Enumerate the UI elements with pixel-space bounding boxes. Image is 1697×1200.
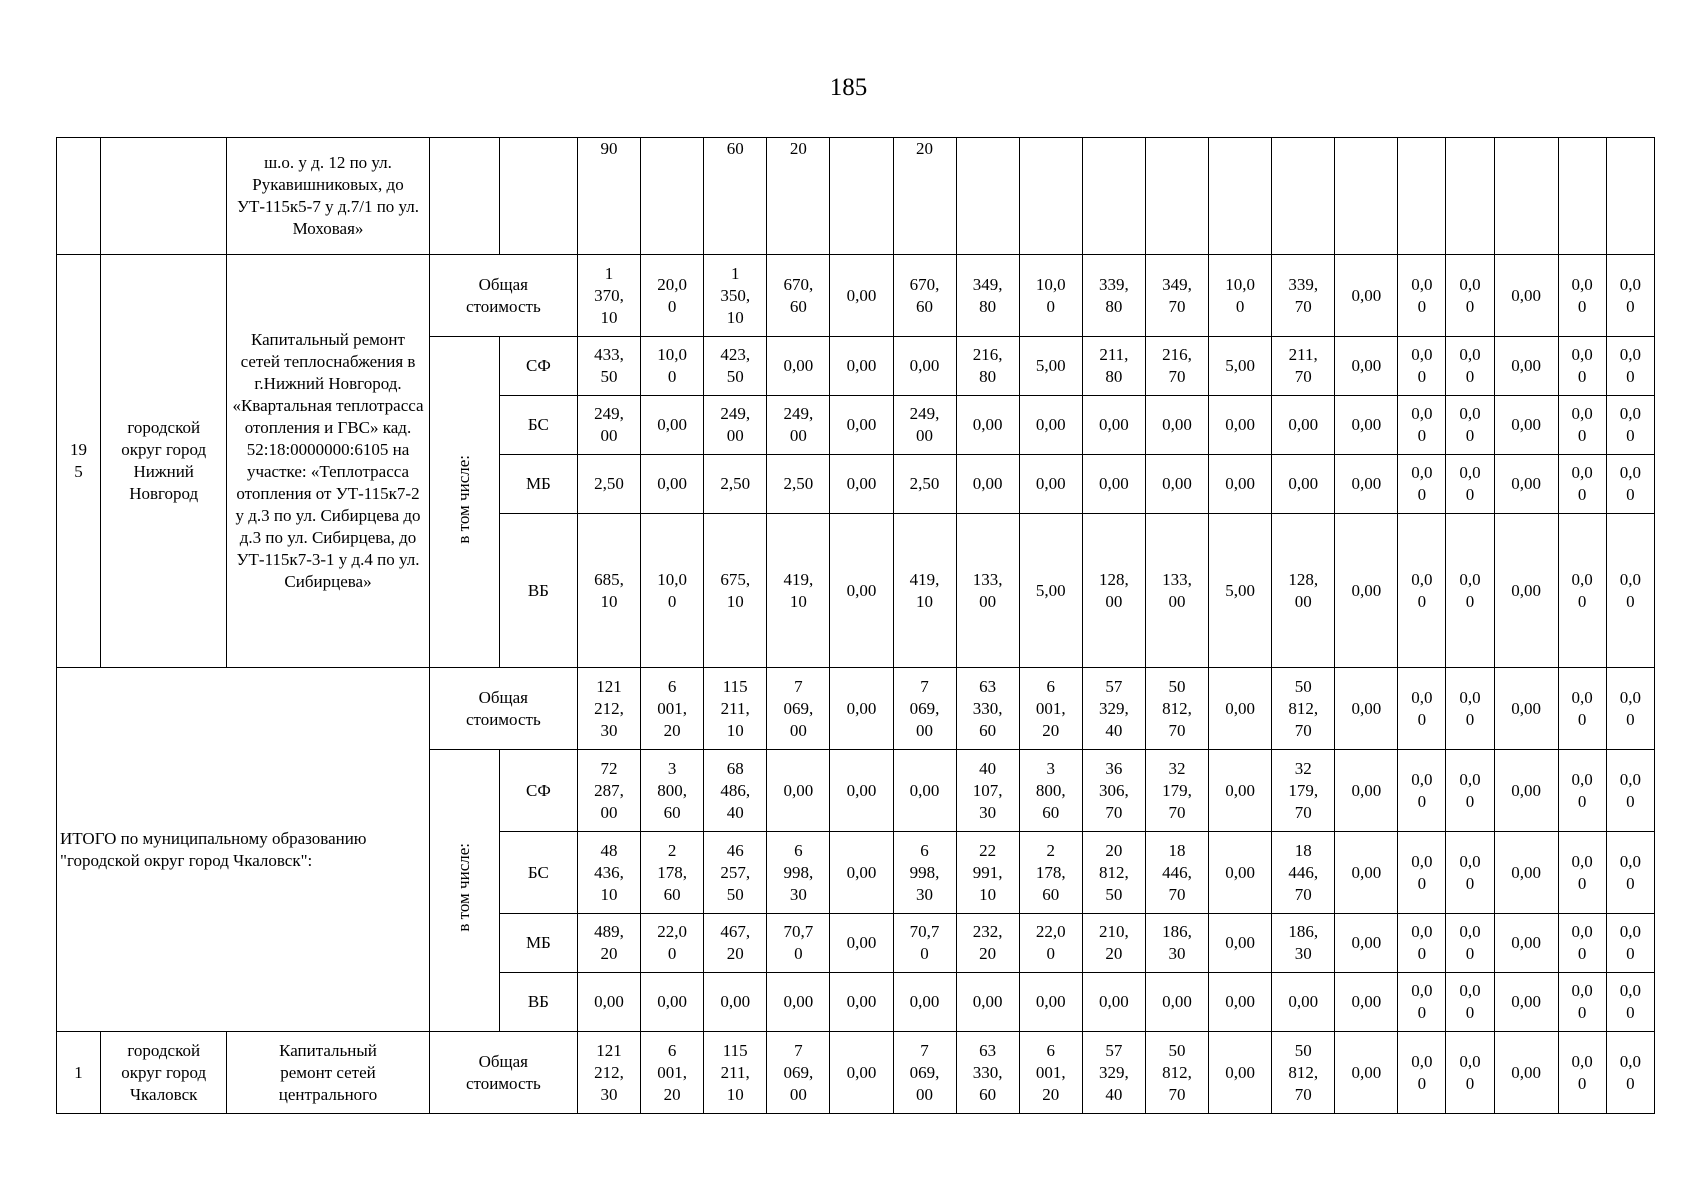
value-cell: 0,00	[830, 750, 893, 832]
value-cell: 20	[893, 138, 956, 255]
value-cell: 0,0 0	[1606, 255, 1654, 337]
value-cell: 0,0 0	[1606, 832, 1654, 914]
incl-label-cell-text: в том числе:	[454, 843, 474, 932]
value-cell: 50 812, 70	[1145, 668, 1208, 750]
value-cell: 6 998, 30	[893, 832, 956, 914]
value-cell: 90	[577, 138, 640, 255]
value-cell: 70,7 0	[893, 914, 956, 973]
value-cell: 0,00	[1209, 750, 1272, 832]
value-cell: 0,0 0	[1398, 973, 1446, 1032]
value-cell: 0,0 0	[1558, 914, 1606, 973]
value-cell: 0,0 0	[1446, 396, 1494, 455]
value-cell: 0,0 0	[1606, 337, 1654, 396]
value-cell: 7 069, 00	[893, 668, 956, 750]
value-cell: 232, 20	[956, 914, 1019, 973]
value-cell: 72 287, 00	[577, 750, 640, 832]
value-cell: 0,0 0	[1398, 750, 1446, 832]
source-label-cell: МБ	[499, 914, 577, 973]
table-row-continuation	[57, 138, 1655, 255]
district-cell: городской округ город Нижний Новгород	[101, 255, 227, 668]
value-cell: 349, 80	[956, 255, 1019, 337]
value-cell: 0,00	[641, 455, 704, 514]
value-cell: 0,00	[1209, 668, 1272, 750]
value-cell: 0,00	[830, 514, 893, 668]
value-cell: 670, 60	[767, 255, 830, 337]
value-cell: 0,00	[1335, 1032, 1398, 1114]
value-cell: 0,00	[830, 396, 893, 455]
value-cell: 0,00	[1494, 514, 1558, 668]
value-cell: 0,00	[1335, 914, 1398, 973]
source-label-cell: СФ	[499, 337, 577, 396]
value-cell: 46 257, 50	[704, 832, 767, 914]
value-cell	[1606, 138, 1654, 255]
value-cell: 68 486, 40	[704, 750, 767, 832]
value-cell: 6 998, 30	[767, 832, 830, 914]
value-cell: 0,00	[830, 914, 893, 973]
value-cell: 0,00	[1335, 973, 1398, 1032]
value-cell	[1082, 138, 1145, 255]
value-cell: 0,00	[1019, 973, 1082, 1032]
source-label-cell: БС	[499, 832, 577, 914]
value-cell: 0,0 0	[1446, 455, 1494, 514]
value-cell: 0,0 0	[1606, 914, 1654, 973]
row-number-cell: 19 5	[57, 255, 101, 668]
value-cell: 0,00	[1494, 750, 1558, 832]
value-cell: 0,00	[1209, 973, 1272, 1032]
value-cell: 0,0 0	[1446, 255, 1494, 337]
incl-label-cell	[429, 337, 499, 668]
value-cell: 40 107, 30	[956, 750, 1019, 832]
value-cell: 0,00	[1209, 914, 1272, 973]
value-cell: 0,00	[1335, 668, 1398, 750]
value-cell: 339, 80	[1082, 255, 1145, 337]
value-cell: 0,00	[1494, 396, 1558, 455]
value-cell: 22,0 0	[1019, 914, 1082, 973]
value-cell: 50 812, 70	[1272, 1032, 1335, 1114]
table-row-itogo-total	[57, 668, 1655, 750]
value-cell: 0,00	[830, 668, 893, 750]
source-label-cell: ВБ	[499, 514, 577, 668]
value-cell: 2,50	[577, 455, 640, 514]
value-cell: 6 001, 20	[641, 1032, 704, 1114]
value-cell: 2,50	[893, 455, 956, 514]
value-cell: 7 069, 00	[767, 668, 830, 750]
value-cell	[1272, 138, 1335, 255]
total-cost-label: Общая стоимость	[429, 255, 577, 337]
value-cell: 0,00	[1335, 396, 1398, 455]
incl-label-cell-text: в том числе:	[454, 454, 474, 544]
value-cell: 685, 10	[577, 514, 640, 668]
value-cell: 0,0 0	[1558, 832, 1606, 914]
value-cell: 0,0 0	[1558, 1032, 1606, 1114]
value-cell: 0,00	[1494, 973, 1558, 1032]
value-cell: 18 446, 70	[1272, 832, 1335, 914]
value-cell: 0,00	[1082, 455, 1145, 514]
value-cell: 0,0 0	[1446, 337, 1494, 396]
table-row-195-total	[57, 255, 1655, 337]
value-cell: 0,00	[1209, 455, 1272, 514]
source-cell	[499, 138, 577, 255]
value-cell: 0,0 0	[1398, 455, 1446, 514]
value-cell: 0,0 0	[1558, 514, 1606, 668]
value-cell: 249, 00	[577, 396, 640, 455]
value-cell: 20 812, 50	[1082, 832, 1145, 914]
value-cell	[830, 138, 893, 255]
value-cell: 0,00	[767, 973, 830, 1032]
page-number: 185	[829, 74, 868, 101]
value-cell: 0,0 0	[1446, 1032, 1494, 1114]
value-cell: 0,00	[577, 973, 640, 1032]
value-cell: 128, 00	[1272, 514, 1335, 668]
value-cell: 48 436, 10	[577, 832, 640, 914]
value-cell: 0,00	[1335, 337, 1398, 396]
value-cell: 133, 00	[1145, 514, 1208, 668]
value-cell: 0,00	[893, 337, 956, 396]
value-cell: 0,00	[1494, 914, 1558, 973]
value-cell: 339, 70	[1272, 255, 1335, 337]
value-cell: 0,00	[956, 396, 1019, 455]
value-cell	[1446, 138, 1494, 255]
row-number-cell: 1	[57, 1032, 101, 1114]
value-cell: 0,00	[1335, 455, 1398, 514]
source-label-cell: СФ	[499, 750, 577, 832]
value-cell: 36 306, 70	[1082, 750, 1145, 832]
value-cell: 6 001, 20	[1019, 668, 1082, 750]
itogo-label-cell: ИТОГО по муниципальному образованию "городской округ город Чкаловск":	[57, 668, 430, 1032]
value-cell: 0,00	[830, 337, 893, 396]
value-cell: 57 329, 40	[1082, 668, 1145, 750]
value-cell: 0,0 0	[1606, 396, 1654, 455]
value-cell: 70,7 0	[767, 914, 830, 973]
value-cell: 0,00	[704, 973, 767, 1032]
source-label-cell: ВБ	[499, 973, 577, 1032]
value-cell: 0,00	[1335, 832, 1398, 914]
value-cell: 63 330, 60	[956, 1032, 1019, 1114]
value-cell: 0,00	[830, 255, 893, 337]
value-cell: 349, 70	[1145, 255, 1208, 337]
value-cell: 0,0 0	[1398, 396, 1446, 455]
value-cell	[641, 138, 704, 255]
value-cell: 419, 10	[893, 514, 956, 668]
value-cell: 115 211, 10	[704, 668, 767, 750]
incl-label-cell	[429, 750, 499, 1032]
value-cell: 60	[704, 138, 767, 255]
value-cell: 0,0 0	[1606, 750, 1654, 832]
value-cell: 249, 00	[893, 396, 956, 455]
value-cell: 20	[767, 138, 830, 255]
value-cell: 128, 00	[1082, 514, 1145, 668]
value-cell: 0,00	[641, 396, 704, 455]
value-cell: 57 329, 40	[1082, 1032, 1145, 1114]
value-cell: 7 069, 00	[893, 1032, 956, 1114]
value-cell: 0,0 0	[1398, 255, 1446, 337]
value-cell: 10,0 0	[641, 514, 704, 668]
value-cell: 5,00	[1019, 337, 1082, 396]
value-cell	[1209, 138, 1272, 255]
value-cell: 0,0 0	[1606, 1032, 1654, 1114]
value-cell: 0,00	[1272, 973, 1335, 1032]
value-cell: 32 179, 70	[1145, 750, 1208, 832]
value-cell: 0,00	[1494, 255, 1558, 337]
value-cell: 32 179, 70	[1272, 750, 1335, 832]
value-cell: 0,00	[1082, 396, 1145, 455]
value-cell: 0,00	[893, 750, 956, 832]
value-cell: 0,00	[1209, 1032, 1272, 1114]
value-cell: 7 069, 00	[767, 1032, 830, 1114]
value-cell: 0,0 0	[1558, 455, 1606, 514]
value-cell: 186, 30	[1145, 914, 1208, 973]
value-cell: 0,0 0	[1398, 1032, 1446, 1114]
value-cell: 0,0 0	[1558, 973, 1606, 1032]
value-cell: 0,00	[956, 973, 1019, 1032]
value-cell: 675, 10	[704, 514, 767, 668]
value-cell: 0,0 0	[1398, 337, 1446, 396]
value-cell: 186, 30	[1272, 914, 1335, 973]
value-cell: 0,00	[1335, 255, 1398, 337]
source-label-cell: МБ	[499, 455, 577, 514]
value-cell: 0,0 0	[1446, 832, 1494, 914]
capital-repair-table	[56, 137, 1655, 1114]
value-cell: 0,0 0	[1398, 832, 1446, 914]
value-cell: 18 446, 70	[1145, 832, 1208, 914]
value-cell: 0,00	[1019, 455, 1082, 514]
value-cell: 0,00	[1145, 396, 1208, 455]
value-cell: 1 350, 10	[704, 255, 767, 337]
value-cell: 0,00	[893, 973, 956, 1032]
value-cell: 0,00	[1494, 455, 1558, 514]
value-cell: 5,00	[1209, 337, 1272, 396]
value-cell: 0,0 0	[1558, 668, 1606, 750]
value-cell: 0,0 0	[1606, 455, 1654, 514]
value-cell: 423, 50	[704, 337, 767, 396]
district-cell	[101, 138, 227, 255]
value-cell: 216, 80	[956, 337, 1019, 396]
value-cell: 0,00	[830, 1032, 893, 1114]
description-cell: ш.о. у д. 12 по ул. Рукавишниковых, до УТ-115к5-7 у д.7/1 по ул. Моховая»	[227, 138, 429, 255]
value-cell: 115 211, 10	[704, 1032, 767, 1114]
value-cell: 0,00	[1082, 973, 1145, 1032]
value-cell: 2,50	[767, 455, 830, 514]
value-cell: 0,0 0	[1446, 914, 1494, 973]
value-cell: 0,0 0	[1398, 668, 1446, 750]
district-cell: городской округ город Чкаловск	[101, 1032, 227, 1114]
value-cell: 5,00	[1019, 514, 1082, 668]
value-cell: 0,00	[1494, 832, 1558, 914]
value-cell: 2,50	[704, 455, 767, 514]
value-cell: 0,00	[830, 973, 893, 1032]
value-cell: 0,00	[1494, 668, 1558, 750]
value-cell: 10,0 0	[1209, 255, 1272, 337]
value-cell: 0,00	[1145, 973, 1208, 1032]
table-row-1	[57, 1032, 1655, 1114]
value-cell: 249, 00	[704, 396, 767, 455]
value-cell: 0,00	[1494, 337, 1558, 396]
value-cell: 489, 20	[577, 914, 640, 973]
value-cell: 6 001, 20	[1019, 1032, 1082, 1114]
value-cell: 0,00	[830, 832, 893, 914]
value-cell: 0,0 0	[1446, 514, 1494, 668]
value-cell: 2 178, 60	[1019, 832, 1082, 914]
value-cell: 0,00	[1019, 396, 1082, 455]
value-cell	[1145, 138, 1208, 255]
value-cell: 0,00	[767, 750, 830, 832]
value-cell: 0,00	[1209, 396, 1272, 455]
value-cell: 0,0 0	[1606, 973, 1654, 1032]
value-cell: 121 212, 30	[577, 668, 640, 750]
value-cell: 3 800, 60	[641, 750, 704, 832]
value-cell: 211, 80	[1082, 337, 1145, 396]
value-cell: 0,00	[641, 973, 704, 1032]
value-cell: 1 370, 10	[577, 255, 640, 337]
total-cost-label: Общая стоимость	[429, 1032, 577, 1114]
value-cell: 5,00	[1209, 514, 1272, 668]
value-cell: 10,0 0	[641, 337, 704, 396]
value-cell: 0,0 0	[1606, 514, 1654, 668]
source-label-cell: БС	[499, 396, 577, 455]
value-cell	[1558, 138, 1606, 255]
value-cell: 0,0 0	[1558, 337, 1606, 396]
value-cell: 50 812, 70	[1272, 668, 1335, 750]
value-cell: 0,00	[1272, 455, 1335, 514]
value-cell: 20,0 0	[641, 255, 704, 337]
value-cell: 6 001, 20	[641, 668, 704, 750]
value-cell: 0,00	[1145, 455, 1208, 514]
value-cell: 419, 10	[767, 514, 830, 668]
value-cell: 50 812, 70	[1145, 1032, 1208, 1114]
value-cell	[1335, 138, 1398, 255]
value-cell: 0,0 0	[1446, 668, 1494, 750]
total-cost-label: Общая стоимость	[429, 668, 577, 750]
value-cell: 0,0 0	[1558, 396, 1606, 455]
value-cell: 467, 20	[704, 914, 767, 973]
value-cell: 670, 60	[893, 255, 956, 337]
description-cell: Капитальный ремонт сетей теплоснабжения в г.Нижний Новгород. «Квартальная теплотрасса отопления и ГВС» кад. 52:18:0000000:6105 на участке: «Теплотрасса отопления от УТ-115к7-2 у д.3 по ул. Сибирцева до д.3 по ул. Сибирцева, до УТ-115к7-3-1 у д.4 по ул. Сибирцева»	[227, 255, 429, 668]
value-cell: 0,0 0	[1558, 255, 1606, 337]
value-cell: 0,0 0	[1398, 514, 1446, 668]
description-cell: Капитальный ремонт сетей центрального	[227, 1032, 429, 1114]
value-cell: 133, 00	[956, 514, 1019, 668]
value-cell: 3 800, 60	[1019, 750, 1082, 832]
value-cell: 0,0 0	[1606, 668, 1654, 750]
value-cell: 22 991, 10	[956, 832, 1019, 914]
value-cell: 210, 20	[1082, 914, 1145, 973]
value-cell	[1494, 138, 1558, 255]
value-cell: 0,00	[1335, 514, 1398, 668]
value-cell: 0,0 0	[1446, 750, 1494, 832]
value-cell: 121 212, 30	[577, 1032, 640, 1114]
value-cell: 0,00	[1335, 750, 1398, 832]
value-cell: 216, 70	[1145, 337, 1208, 396]
cost-label-cell	[429, 138, 499, 255]
row-number-cell	[57, 138, 101, 255]
value-cell: 211, 70	[1272, 337, 1335, 396]
value-cell: 0,0 0	[1446, 973, 1494, 1032]
value-cell	[1019, 138, 1082, 255]
value-cell	[1398, 138, 1446, 255]
value-cell: 0,00	[1494, 1032, 1558, 1114]
value-cell: 0,00	[830, 455, 893, 514]
value-cell: 0,00	[767, 337, 830, 396]
value-cell: 0,00	[956, 455, 1019, 514]
value-cell: 0,00	[1209, 832, 1272, 914]
value-cell: 22,0 0	[641, 914, 704, 973]
value-cell: 249, 00	[767, 396, 830, 455]
value-cell: 0,0 0	[1398, 914, 1446, 973]
value-cell	[956, 138, 1019, 255]
value-cell: 433, 50	[577, 337, 640, 396]
value-cell: 0,0 0	[1558, 750, 1606, 832]
value-cell: 10,0 0	[1019, 255, 1082, 337]
value-cell: 0,00	[1272, 396, 1335, 455]
value-cell: 2 178, 60	[641, 832, 704, 914]
value-cell: 63 330, 60	[956, 668, 1019, 750]
